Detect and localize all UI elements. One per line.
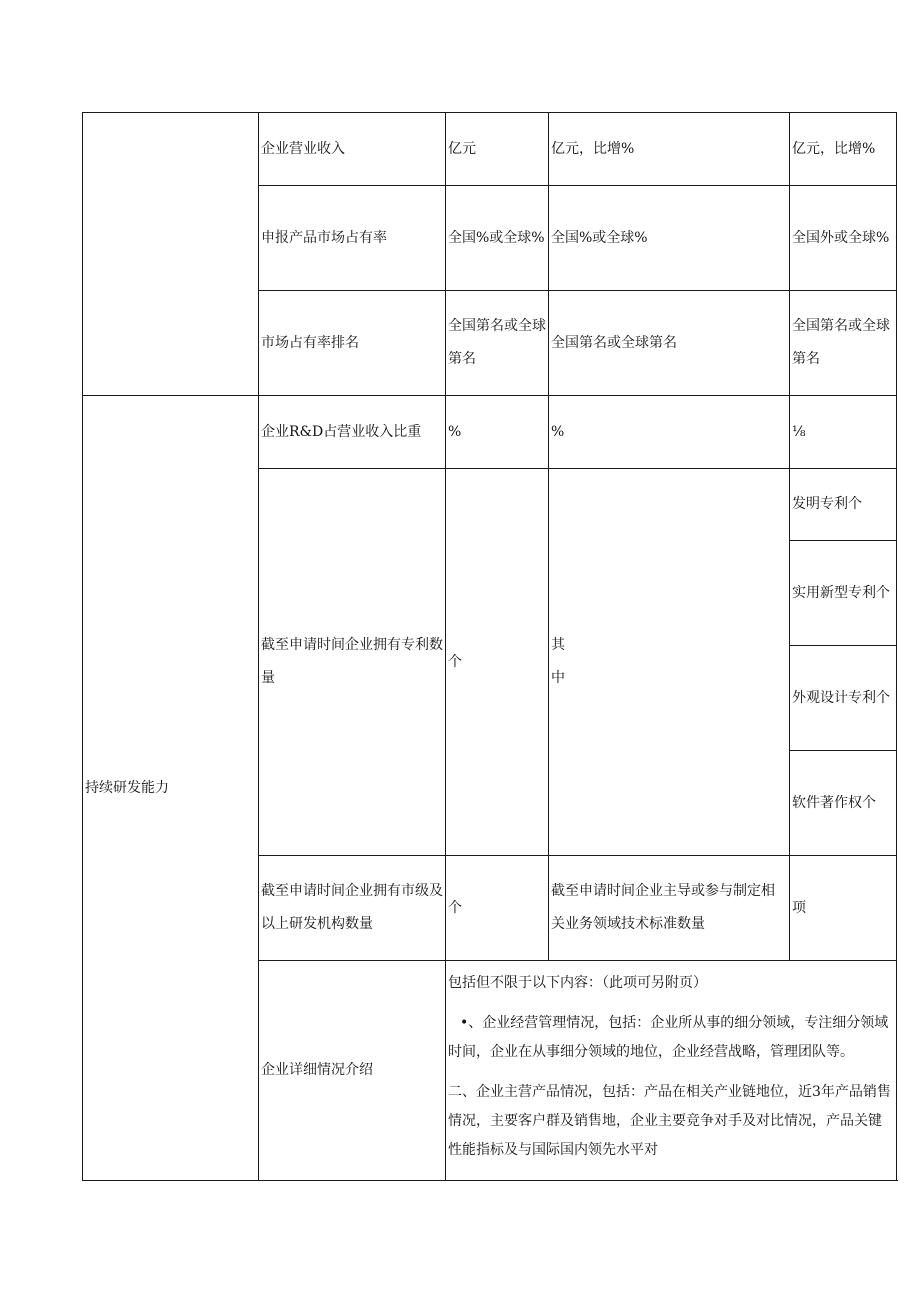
share-label: 申报产品市场占有率 [259, 186, 446, 291]
share-cell-2[interactable]: 全国%或全球% [549, 186, 790, 291]
rd-institution-label: 截至申请时间企业拥有市级及以上研发机构数量 [259, 856, 446, 961]
intro-lead: 包括但不限于以下内容：（此项可另附页） [448, 975, 707, 991]
rd-ratio-cell-3[interactable]: ⅛ [790, 396, 897, 469]
patent-count-cell[interactable]: 个 [446, 469, 549, 856]
share-cell[interactable]: 全国%或全球% [446, 186, 549, 291]
rd-ratio-label: 企业R&D占营业收入比重 [259, 396, 446, 469]
revenue-growth-cell[interactable]: 亿元，比增% [549, 113, 790, 186]
intro-section-label: 企业详细情况介绍 [259, 961, 446, 1181]
rd-ratio-cell[interactable]: % [446, 396, 549, 469]
rank-cell-2[interactable]: 全国第名或全球第名 [549, 291, 790, 396]
rd-ratio-cell-2[interactable]: % [549, 396, 790, 469]
rank-label: 市场占有率排名 [259, 291, 446, 396]
rank-cell[interactable]: 全国第名或全球第名 [446, 291, 549, 396]
patent-utility-cell[interactable]: 实用新型专利个 [790, 541, 897, 646]
rd-section-label: 持续研发能力 [83, 396, 259, 1181]
table-row [83, 396, 897, 469]
qizhong-char-1: 其 [551, 637, 565, 653]
tech-standards-label: 截至申请时间企业主导或参与制定相关业务领域技术标准数量 [549, 856, 790, 961]
software-copyright-cell[interactable]: 软件著作权个 [790, 751, 897, 856]
tech-standards-cell[interactable]: 项 [790, 856, 897, 961]
share-cell-3[interactable]: 全国外或全球% [790, 186, 897, 291]
intro-item-2: 二、企业主营产品情况，包括：产品在相关产业链地位，近3年产品销售情况，主要客户群及销售地，企业主要竞争对手及对比情况，产品关键性能指标及与国际国内领先水平对 [448, 1084, 891, 1158]
patent-breakdown-label [549, 469, 790, 856]
rd-institution-count-cell[interactable]: 个 [446, 856, 549, 961]
revenue-label: 企业营业收入 [259, 113, 446, 186]
revenue-unit-cell[interactable]: 亿元 [446, 113, 549, 186]
patent-count-label: 截至申请时间企业拥有专利数量 [259, 469, 446, 856]
application-table [82, 112, 897, 1181]
rank-cell-3[interactable]: 全国第名或全球第名 [790, 291, 897, 396]
patent-design-cell[interactable]: 外观设计专利个 [790, 646, 897, 751]
revenue-growth-cell-2[interactable]: 亿元，比增% [790, 113, 897, 186]
qizhong-char-2: 中 [551, 670, 565, 686]
intro-item-1: •、企业经营管理情况，包括：企业所从事的细分领域，专注细分领域时间，企业在从事细分领域的地位，企业经营战略，管理团队等。 [448, 1015, 889, 1060]
table-row [83, 113, 897, 186]
intro-content-cell[interactable] [446, 961, 897, 1181]
patent-invention-cell[interactable]: 发明专利个 [790, 469, 897, 541]
form-page [82, 112, 896, 1181]
market-section-label [83, 113, 259, 396]
